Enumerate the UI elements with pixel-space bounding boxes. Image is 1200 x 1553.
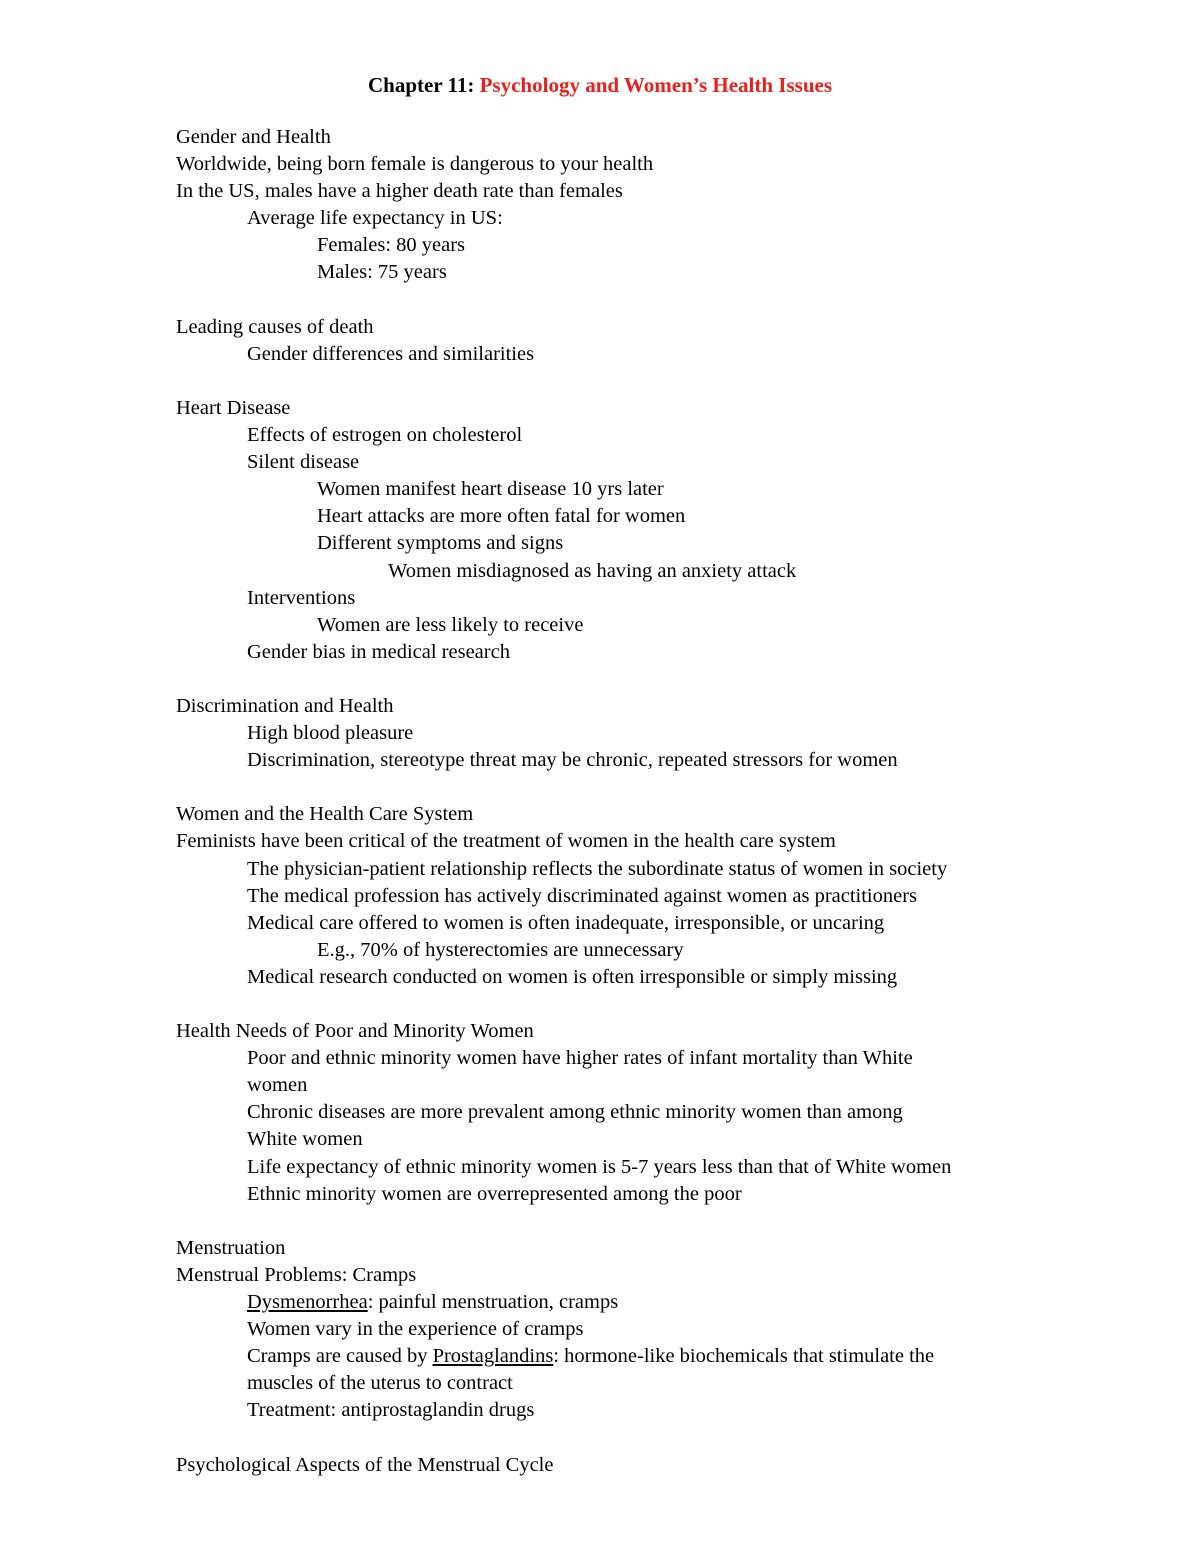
text-line: Women manifest heart disease 10 yrs later <box>317 478 664 501</box>
blank-line <box>176 368 1076 395</box>
blank-line <box>176 991 1076 1018</box>
blank-line <box>176 1425 1076 1452</box>
text-line: The medical profession has actively discriminated against women as practitioners <box>247 884 918 907</box>
text-line: Ethnic minority women are overrepresented among the poor <box>247 1182 742 1205</box>
text-line: Gender bias in medical research <box>247 640 510 663</box>
definition-line <box>176 1289 1076 1316</box>
section-heading: Discrimination and Health <box>176 694 394 717</box>
text-line: Life expectancy of ethnic minority women is 5-7 years less than that of White women <box>247 1155 952 1178</box>
blank-line <box>176 666 1076 693</box>
text-line: Silent disease <box>247 451 360 474</box>
section-heading: Gender and Health <box>176 126 331 148</box>
text-segment: : hormone-like biochemicals that stimulate the <box>553 1345 935 1368</box>
text-line: Females: 80 years <box>317 234 466 257</box>
subsection-heading: Menstrual Problems: Cramps <box>176 1263 417 1286</box>
title-main: Psychology and Women’s Health Issues <box>479 73 832 97</box>
text-line: Feminists have been critical of the treatment of women in the health care system <box>176 830 836 853</box>
blank-line <box>176 1208 1076 1235</box>
section-heading: Leading causes of death <box>176 315 374 338</box>
blank-line <box>176 774 1076 801</box>
text-line: The physician-patient relationship reflects the subordinate status of women in society <box>247 857 948 880</box>
text-line: Women vary in the experience of cramps <box>247 1318 584 1341</box>
section-heading: Women and the Health Care System <box>176 803 474 826</box>
document-body <box>176 124 1076 1479</box>
definition-line <box>176 1343 1076 1370</box>
text-line: Effects of estrogen on cholesterol <box>247 424 523 447</box>
text-line: women <box>247 1074 308 1097</box>
text-line: Different symptoms and signs <box>317 532 564 555</box>
title-prefix: Chapter 11: <box>367 73 480 97</box>
section-heading: Menstruation <box>176 1236 286 1259</box>
text-line: Treatment: antiprostaglandin drugs <box>247 1399 535 1422</box>
text-line: Medical research conducted on women is often irresponsible or simply missing <box>247 965 898 988</box>
definition-text: : painful menstruation, cramps <box>367 1291 619 1314</box>
blank-line <box>176 287 1076 314</box>
text-segment: Cramps are caused by <box>247 1345 433 1368</box>
text-line: White women <box>247 1128 363 1151</box>
text-line: muscles of the uterus to contract <box>247 1372 513 1395</box>
text-line: Worldwide, being born female is dangerous to your health <box>176 153 654 176</box>
text-line: Males: 75 years <box>317 261 447 284</box>
text-line: Chronic diseases are more prevalent among ethnic minority women than among <box>247 1101 903 1124</box>
text-line: Poor and ethnic minority women have higher rates of infant mortality than White <box>247 1047 913 1070</box>
text-line: Heart attacks are more often fatal for women <box>317 505 686 528</box>
section-heading: Heart Disease <box>176 396 291 419</box>
text-line: Gender differences and similarities <box>247 342 535 365</box>
page-title <box>0 70 1200 100</box>
term-dysmenorrhea: Dysmenorrhea <box>247 1291 368 1314</box>
text-line: Medical care offered to women is often inadequate, irresponsible, or uncaring <box>247 911 885 934</box>
text-line: High blood pleasure <box>247 722 414 745</box>
text-line: Women are less likely to receive <box>317 613 584 636</box>
text-line: Discrimination, stereotype threat may be chronic, repeated stressors for women <box>247 749 898 772</box>
section-heading: Psychological Aspects of the Menstrual Cycle <box>176 1453 554 1476</box>
section-heading: Health Needs of Poor and Minority Women <box>176 1020 534 1043</box>
term-prostaglandins: Prostaglandins <box>432 1345 554 1368</box>
text-line: E.g., 70% of hysterectomies are unnecessary <box>317 938 684 961</box>
text-line: Interventions <box>247 586 356 609</box>
text-line: Women misdiagnosed as having an anxiety attack <box>388 559 797 582</box>
text-line: In the US, males have a higher death rate than females <box>176 180 623 203</box>
text-line: Average life expectancy in US: <box>247 207 503 230</box>
